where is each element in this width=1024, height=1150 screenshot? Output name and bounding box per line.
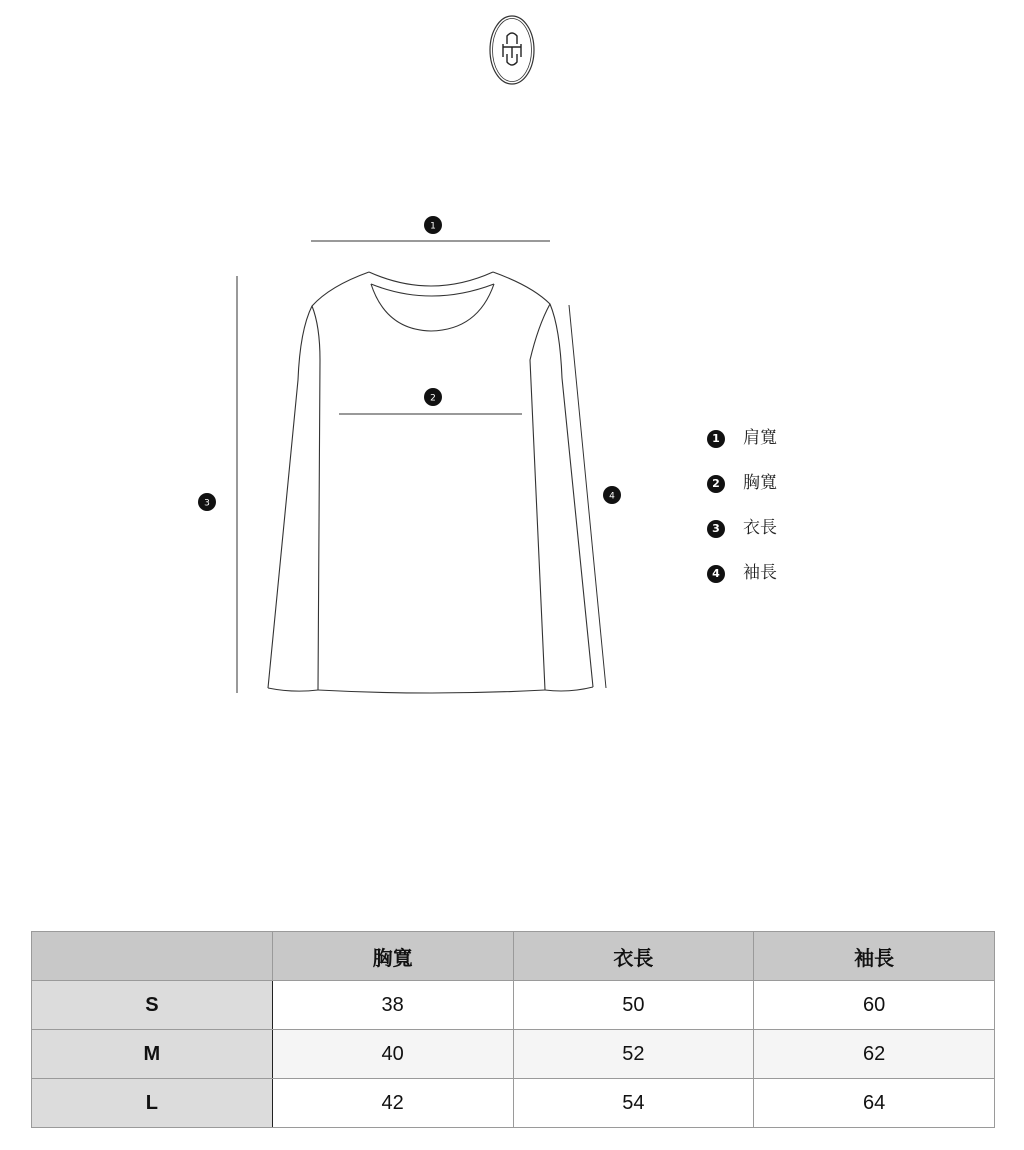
shirt-outline — [268, 272, 593, 693]
table-cell: 52 — [513, 1030, 754, 1079]
legend-number: 1 — [707, 430, 725, 448]
table-cell: 62 — [754, 1030, 995, 1079]
table-row — [32, 1030, 995, 1079]
table-cell: 42 — [272, 1079, 513, 1128]
legend-item — [707, 461, 867, 506]
table-row — [32, 981, 995, 1030]
size-chart-table — [31, 931, 995, 1128]
legend-item — [707, 506, 867, 551]
legend-label: 衣長 — [743, 518, 777, 538]
size-label: L — [32, 1079, 273, 1128]
marker-3-label: 3 — [204, 498, 210, 509]
legend-label: 胸寬 — [743, 473, 777, 493]
legend-label: 肩寬 — [743, 428, 777, 448]
table-cell: 40 — [272, 1030, 513, 1079]
table-header-cell: 衣長 — [513, 932, 754, 981]
size-label: S — [32, 981, 273, 1030]
table-cell: 64 — [754, 1079, 995, 1128]
table-cell: 60 — [754, 981, 995, 1030]
table-row — [32, 1079, 995, 1128]
legend-number: 4 — [707, 565, 725, 583]
legend-item — [707, 551, 867, 596]
marker-1 — [424, 216, 442, 234]
size-label: M — [32, 1030, 273, 1079]
measurement-legend — [707, 416, 867, 596]
marker-4-label: 4 — [609, 491, 615, 502]
table-header-cell: 袖長 — [754, 932, 995, 981]
table-cell: 38 — [272, 981, 513, 1030]
table-cell: 50 — [513, 981, 754, 1030]
marker-3 — [198, 493, 216, 511]
table-header-row — [32, 932, 995, 981]
table-header-cell: 胸寬 — [272, 932, 513, 981]
table-header-cell — [32, 932, 273, 981]
legend-item — [707, 416, 867, 461]
legend-label: 袖長 — [743, 563, 777, 583]
marker-1-label: 1 — [430, 221, 436, 232]
marker-2-label: 2 — [430, 393, 436, 404]
table-cell: 54 — [513, 1079, 754, 1128]
marker-2 — [424, 388, 442, 406]
legend-number: 2 — [707, 475, 725, 493]
legend-number: 3 — [707, 520, 725, 538]
marker-4 — [603, 486, 621, 504]
